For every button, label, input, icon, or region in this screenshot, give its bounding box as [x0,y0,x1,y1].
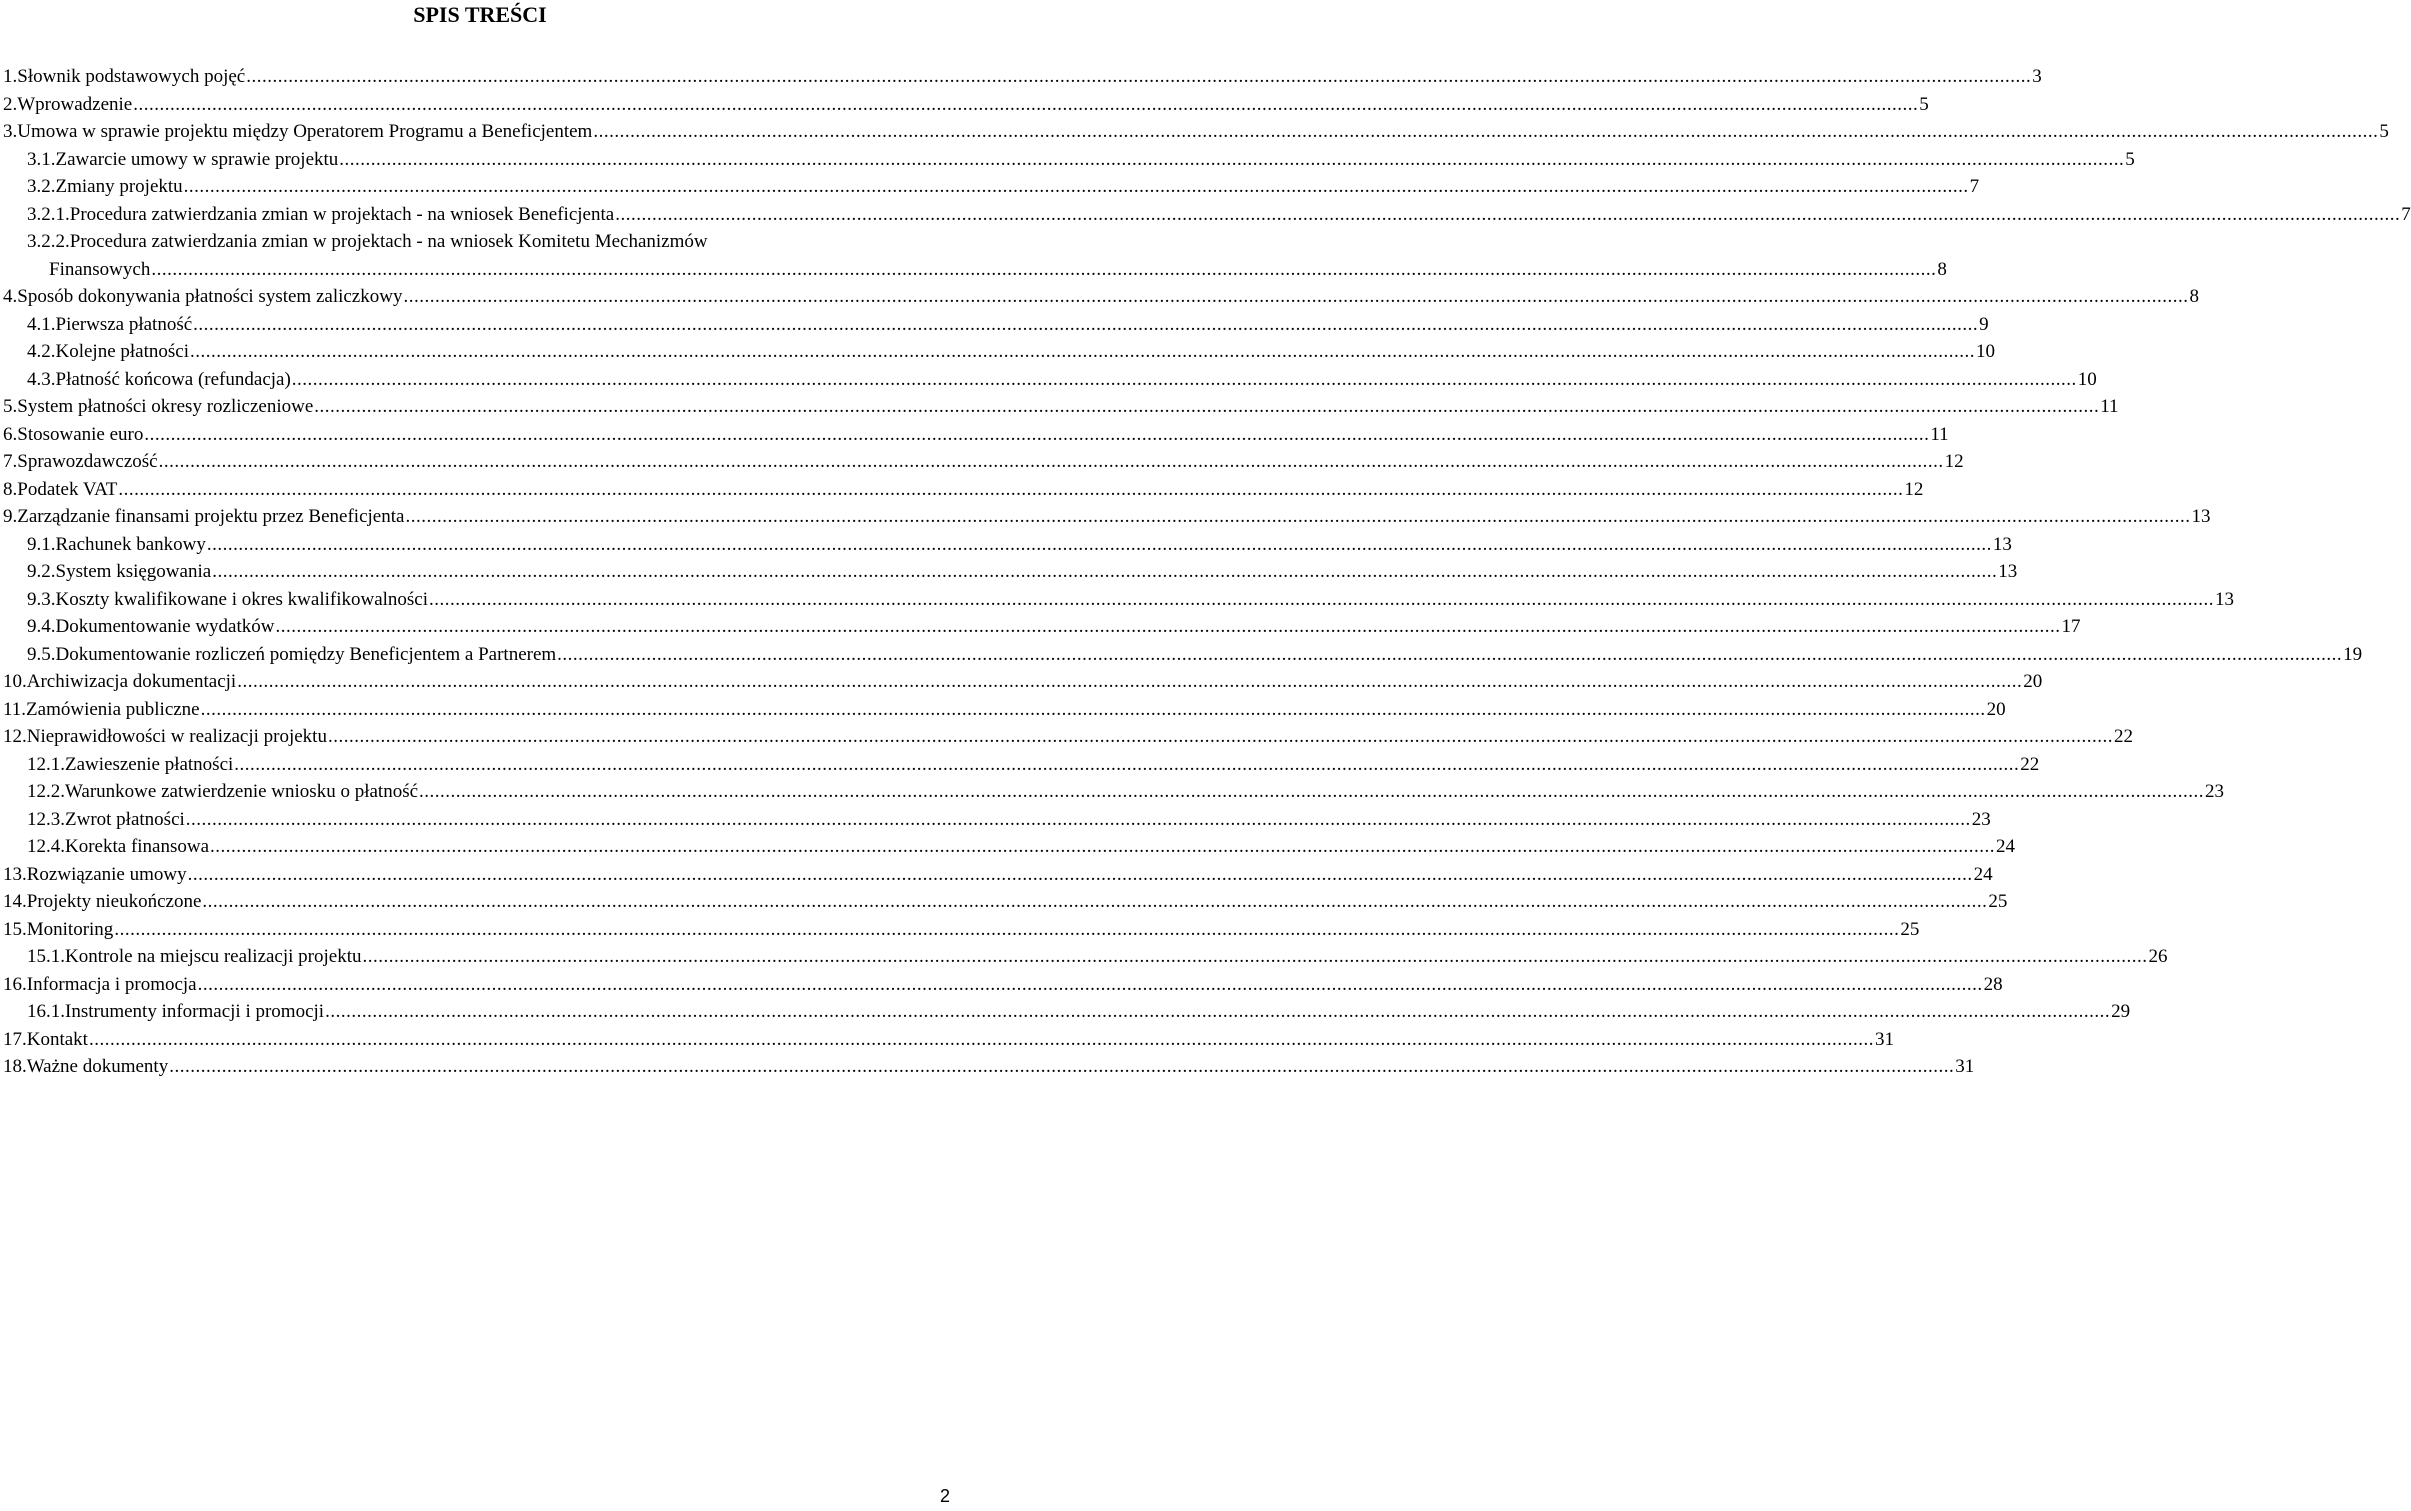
toc-leader-dots [159,448,1944,475]
toc-entry-label: Informacja i promocja [26,973,197,995]
toc-entry[interactable] [27,778,2225,805]
toc-entry-page: 5 [2379,121,2389,142]
toc-entry-number: 16. [3,973,27,995]
toc-entry-page: 28 [1983,973,2003,995]
toc-entry[interactable] [27,201,2411,228]
toc-leader-dots [193,311,1978,338]
toc-title: SPIS TREŚCI [413,2,547,27]
toc-leader-dots [405,503,2190,530]
toc-leader-dots [234,751,2019,778]
toc-entry-number: 2. [3,93,18,115]
toc-entry-label: Podatek VAT [17,478,118,500]
toc-entry-page: 9 [1979,313,1989,335]
toc-entry-number: 4.2. [27,341,56,362]
toc-entry[interactable] [27,613,2081,640]
toc-entry[interactable] [3,393,2119,420]
toc-leader-dots [339,146,2124,173]
toc-entry-number: 9.4. [27,616,56,637]
toc-entry-number: 13. [3,863,27,885]
toc-entry[interactable] [27,338,1995,365]
toc-leader-dots [403,283,2188,310]
toc-entry-page: 12 [1944,451,1964,472]
toc-entry-label: Zmiany projektu [55,176,183,197]
toc-entry-label: Projekty nieukończone [26,891,202,912]
toc-entry[interactable] [27,311,1989,338]
toc-entry-page: 25 [1900,918,1920,940]
toc-leader-dots [188,861,1973,888]
toc-entry-label: System płatności okresy rozliczeniowe [17,396,314,417]
toc-entry-label: Monitoring [26,918,114,940]
toc-entry[interactable] [27,751,2040,778]
toc-entry-number: 5. [3,396,18,417]
toc-entry-number: 9.1. [27,533,56,555]
toc-entry[interactable] [27,146,2135,173]
toc-entry-label: Nieprawidłowości w realizacji projektu [26,726,327,747]
toc-entry-page: 10 [1976,341,1995,362]
toc-entry[interactable] [49,256,1947,283]
toc-leader-dots [325,998,2110,1025]
toc-leader-dots [212,558,1997,585]
toc-entry-page: 29 [2111,1001,2131,1022]
toc-entry[interactable] [3,476,1924,503]
toc-entry[interactable] [3,283,2199,310]
toc-entry-page: 31 [1955,1056,1975,1077]
toc-leader-dots [210,833,1995,860]
toc-entry-number: 15.1. [27,946,65,967]
toc-entry-number: 4.1. [27,313,56,335]
toc-entry-label: Procedura zatwierdzania zmian w projektach - na wniosek Komitetu Mechanizmów [69,231,708,252]
toc-entry-number: 9. [3,506,18,527]
toc-entry-number: 11. [3,698,27,720]
toc-entry-page: 25 [1988,891,2008,912]
page-number: 2 [939,1486,950,1506]
toc-entry-number: 15. [3,918,27,940]
toc-entry[interactable] [27,998,2131,1025]
toc-entry-number: 6. [3,423,18,445]
toc-entry-page: 22 [2020,753,2040,775]
toc-entry-page: 13 [1992,533,2012,555]
toc-leader-dots [151,256,1936,283]
toc-leader-dots [207,531,1992,558]
toc-leader-dots [363,943,2148,970]
toc-leader-dots [186,806,1971,833]
toc-leader-dots [114,916,1899,943]
toc-entry-label: Zwrot płatności [65,808,185,830]
toc-entry-label: Zarządzanie finansami projektu przez Beneficjenta [17,506,405,527]
toc-leader-dots [89,1026,1874,1053]
toc-entry-label: Kontakt [26,1028,88,1050]
toc-entry-label: Stosowanie euro [17,423,144,445]
toc-entry-number: 12.3. [27,808,65,830]
toc-entry-label: Instrumenty informacji i promocji [65,1001,325,1022]
toc-leader-dots [593,118,2378,145]
toc-entry[interactable] [3,503,2211,530]
toc-entry-number: 12. [3,726,27,747]
toc-leader-dots [144,421,1929,448]
toc-leader-dots [198,971,1983,998]
toc-entry-label: System księgowania [55,561,212,582]
toc-entry-label: Rachunek bankowy [55,533,206,555]
toc-leader-dots [201,696,1986,723]
toc-entry-number: 8. [3,478,18,500]
toc-entry[interactable] [3,118,2389,145]
toc-entry-label: Pierwsza płatność [55,313,193,335]
toc-entry-label: Umowa w sprawie projektu między Operatorem Programu a Beneficjentem [17,121,593,142]
toc-entry[interactable] [3,861,1993,888]
toc-entry-page: 20 [1986,698,2006,720]
toc-entry-label: Finansowych [49,258,151,280]
toc-entry-label: Korekta finansowa [65,836,210,857]
toc-entry-label: Zawarcie umowy w sprawie projektu [55,148,339,170]
toc-entry[interactable] [3,971,2003,998]
toc-entry[interactable] [27,586,2235,613]
toc-leader-dots [557,641,2342,668]
toc-leader-dots [328,723,2113,750]
toc-entry-label: Sposób dokonywania płatności system zaliczkowy [17,286,403,307]
toc-leader-dots [275,613,2060,640]
toc-entry[interactable] [27,531,2012,558]
toc-entry[interactable] [3,888,2008,915]
toc-entry[interactable] [3,668,2043,695]
toc-leader-dots [184,173,1969,200]
toc-leader-dots [202,888,1987,915]
toc-entry[interactable] [27,558,2018,585]
toc-entry-label: Procedura zatwierdzania zmian w projektach - na wniosek Beneficjenta [69,203,615,225]
toc-entry-number: 14. [3,891,27,912]
toc-entry-label: Kolejne płatności [55,341,189,362]
toc-entry[interactable] [27,943,2168,970]
toc-entry[interactable] [3,723,2133,750]
toc-leader-dots [615,201,2400,228]
toc-entry-page: 7 [1969,176,1980,197]
toc-entry-number: 4. [3,286,18,307]
toc-leader-dots [169,1053,1954,1080]
toc-entry-page: 23 [1971,808,1991,830]
toc-entry-number: 18. [3,1056,27,1077]
toc-entry-number: 12.1. [27,753,65,775]
toc-entry[interactable] [27,641,2363,668]
toc-leader-dots [190,338,1975,365]
toc-entry-number: 12.4. [27,836,65,857]
toc-entry-number: 17. [3,1028,27,1050]
toc-entry-label: Płatność końcowa (refundacja) [55,368,291,390]
toc-entry-page: 10 [2077,368,2097,390]
toc-entry-label: Warunkowe zatwierdzenie wniosku o płatność [65,781,419,802]
toc-entry-page: 5 [2125,148,2135,170]
toc-entry[interactable] [27,366,2097,393]
toc-entry-page: 12 [1904,478,1924,500]
toc-entry-page: 8 [1937,258,1947,280]
toc-entry-number: 7. [3,451,18,472]
toc-entry[interactable] [3,916,1920,943]
toc-entry-page: 13 [2191,506,2211,527]
toc-entry-page: 17 [2061,616,2081,637]
toc-entry-page: 8 [2189,286,2199,307]
toc-entry-page: 7 [2401,203,2411,225]
toc-entry[interactable] [3,1053,1975,1080]
toc-entry[interactable] [3,421,1949,448]
toc-entry-number: 3.1. [27,148,56,170]
toc-leader-dots [237,668,2022,695]
toc-entry-number: 9.5. [27,643,56,665]
toc-entry-label: Rozwiązanie umowy [26,863,187,885]
toc-leader-dots [118,476,1903,503]
toc-entry[interactable] [3,63,2042,90]
toc-entry-label: Koszty kwalifikowane i okres kwalifikowalności [55,588,429,610]
toc-entry-number: 9.3. [27,588,56,610]
toc-entry-page: 20 [2023,671,2043,692]
toc-entry-number: 12.2. [27,781,65,802]
toc-entry-number: 16.1. [27,1001,65,1022]
toc-entry[interactable] [27,173,1980,200]
toc-entry-number: 10. [3,671,27,692]
toc-entry-label: Ważne dokumenty [26,1056,169,1077]
toc-entry-number: 1. [3,66,18,87]
toc-entry-number: 9.2. [27,561,56,582]
toc-entry-page: 19 [2343,643,2363,665]
toc-entry-label: Kontrole na miejscu realizacji projektu [65,946,362,967]
toc-entry-page: 11 [1930,423,1949,445]
toc-entry-number: 3.2. [27,176,56,197]
toc-entry-page: 26 [2148,946,2168,967]
toc-entry-page: 24 [1996,836,2016,857]
toc-leader-dots [133,91,1918,118]
toc-entry[interactable] [3,448,1964,475]
toc-entry-number: 4.3. [27,368,56,390]
toc-entry-label: Wprowadzenie [17,93,133,115]
toc-entry-page: 31 [1874,1028,1894,1050]
toc-entry-page: 13 [2215,588,2235,610]
toc-entry[interactable] [27,806,1991,833]
toc-leader-dots [292,366,2077,393]
toc-entry-number: 3.2.1. [27,203,70,225]
toc-entry[interactable] [3,696,2006,723]
toc-entry-page: 24 [1973,863,1993,885]
toc-entry-page: 11 [2100,396,2119,417]
toc-entry-label: Słownik podstawowych pojęć [17,66,246,87]
toc-entry-number: 3. [3,121,18,142]
toc-leader-dots [246,63,2031,90]
toc-entry-page: 13 [1998,561,2018,582]
toc-entry-label: Zawieszenie płatności [65,753,234,775]
toc-entry-label: Zamówienia publiczne [26,698,200,720]
toc-leader-dots [314,393,2099,420]
toc-entry-page: 22 [2113,726,2133,747]
toc-entry-label: Sprawozdawczość [17,451,158,472]
toc-entry-label: Archiwizacja dokumentacji [26,671,237,692]
toc-entry[interactable] [3,1026,1894,1053]
toc-entry[interactable] [27,833,2016,860]
toc-entry-label: Dokumentowanie rozliczeń pomiędzy Beneficjentem a Partnerem [55,643,557,665]
toc-entry-page: 23 [2205,781,2225,802]
toc-entry[interactable] [27,228,955,255]
toc-entry-page: 3 [2032,66,2042,87]
toc-leader-dots [429,586,2214,613]
toc-entry[interactable] [3,91,1929,118]
toc-leader-dots [419,778,2204,805]
toc-entry-number: 3.2.2. [27,231,70,252]
toc-entry-page: 5 [1919,93,1929,115]
toc-entry-label: Dokumentowanie wydatków [55,616,275,637]
